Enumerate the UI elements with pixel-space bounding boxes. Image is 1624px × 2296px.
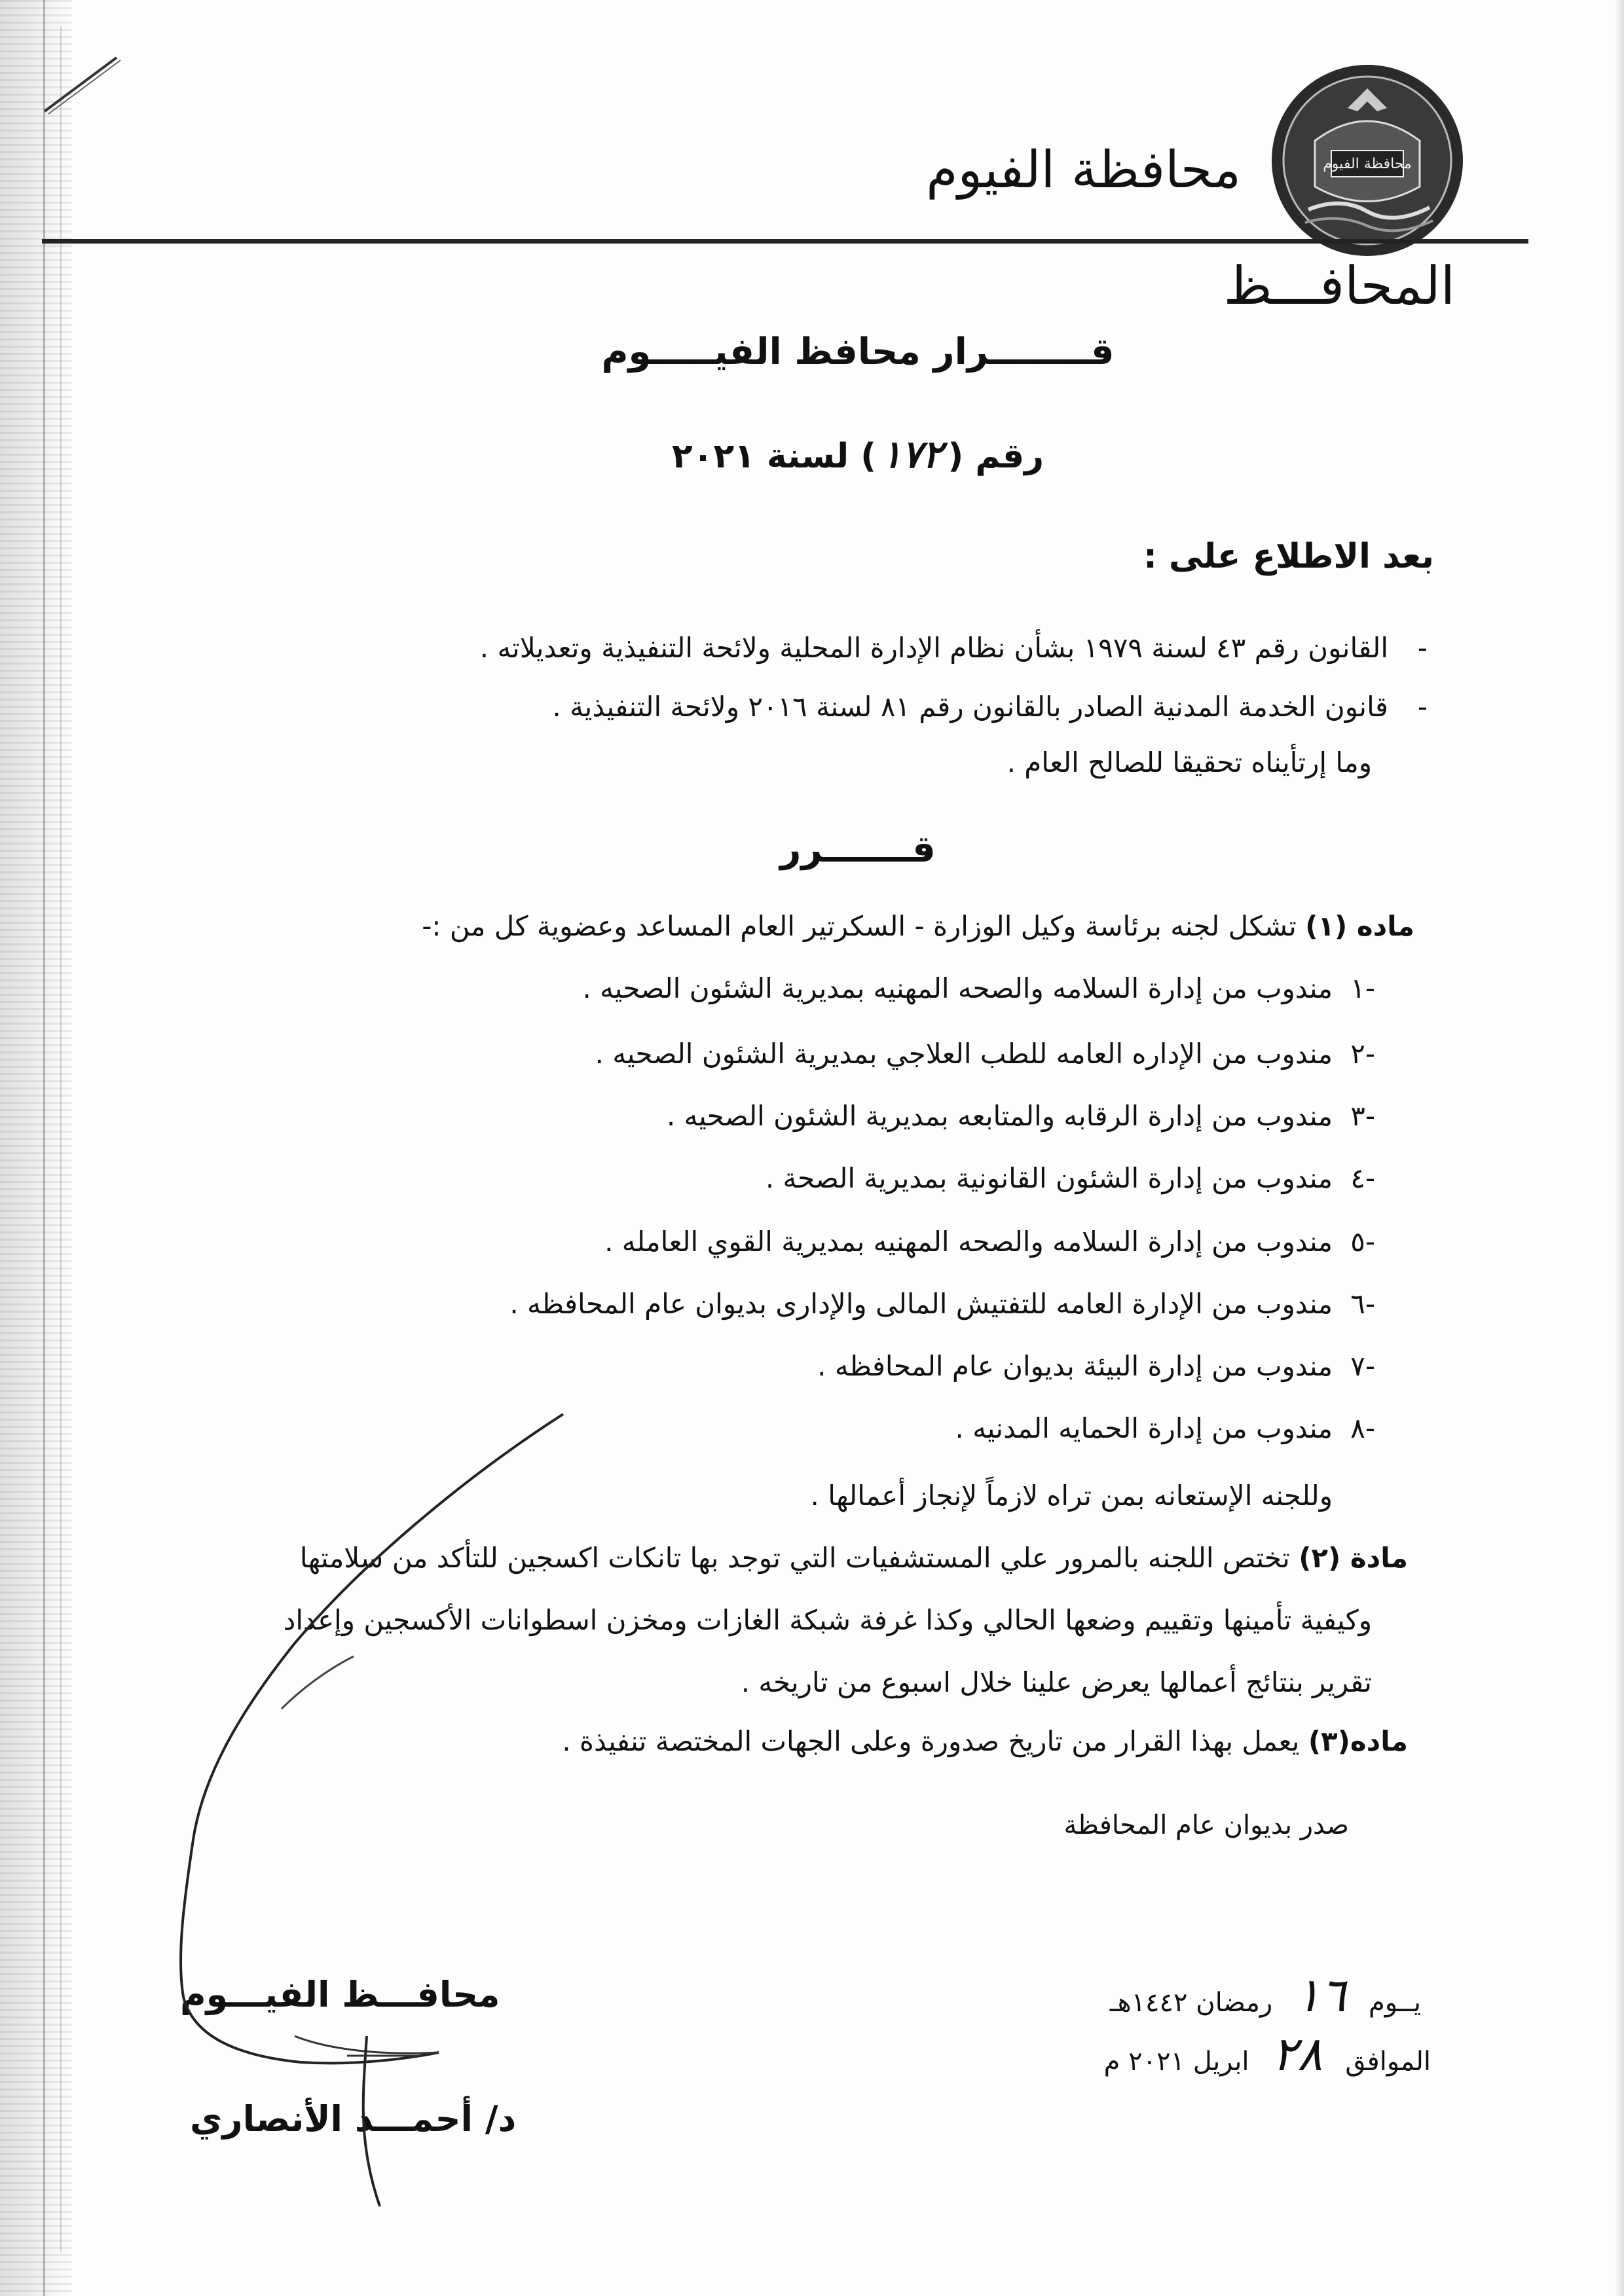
member-text: مندوب من إدارة السلامه والصحه المهنيه بمديرية القوي العامله .: [604, 1226, 1333, 1258]
decrees-heading: قـــــــرر: [780, 828, 936, 871]
member-text: مندوب من إدارة الحمايه المدنيه .: [955, 1412, 1333, 1444]
decision-number-prefix: رقم (: [948, 437, 1044, 476]
member-text: مندوب من إدارة الشئون القانونية بمديرية الصحة .: [765, 1162, 1333, 1194]
issued-at: صدر بديوان عام المحافظة: [1063, 1810, 1349, 1840]
greg-month-year: ابريل ٢٠٢١ م: [1103, 2047, 1249, 2077]
article-3: [562, 1725, 1408, 1757]
signatory-name: د/ أحمـــد الأنصاري: [190, 2098, 517, 2140]
member-text: مندوب من إدارة البيئة بديوان عام المحافظه .: [817, 1350, 1333, 1382]
signatory-title: محافـــظ الفيـــوم: [180, 1974, 500, 2015]
list-dash: -: [1417, 691, 1428, 723]
article-2-line: تقرير بنتائج أعمالها يعرض علينا خلال اسبوع من تاريخه .: [741, 1666, 1372, 1698]
preamble-item: [480, 632, 1428, 664]
committee-member: [595, 1038, 1375, 1070]
date-hijri: [1110, 1967, 1421, 2022]
seal-text: محافظة الفيوم: [1323, 156, 1412, 172]
decision-number-suffix: ) لسنة ٢٠٢١: [671, 437, 877, 476]
public-interest-line: وما إرتأيناه تحقيقا للصالح العام .: [1006, 746, 1372, 778]
article-1-text: تشكل لجنه برئاسة وكيل الوزارة - السكرتير العام المساعد وعضوية كل من :-: [422, 910, 1297, 942]
hijri-month-year: رمضان ١٤٤٢هـ: [1109, 1988, 1273, 2018]
preamble-item-text: القانون رقم ٤٣ لسنة ١٩٧٩ بشأن نظام الإدارة المحلية ولائحة التنفيذية وتعديلاته .: [479, 632, 1388, 664]
member-number: -٦: [1350, 1288, 1375, 1320]
list-dash: -: [1417, 632, 1428, 664]
decision-number: [393, 432, 1323, 477]
member-number: -٧: [1350, 1350, 1375, 1382]
header-rule: [42, 239, 1528, 244]
decision-title: قــــــــرار محافظ الفيـــــوم: [601, 331, 1115, 373]
member-number: -٢: [1350, 1038, 1375, 1070]
pen-mark: [39, 46, 124, 118]
scan-edge-line: [60, 26, 62, 2252]
member-text: مندوب من إدارة السلامه والصحه المهنيه بمديرية الشئون الصحيه .: [582, 972, 1333, 1004]
member-number: -٣: [1350, 1100, 1375, 1132]
preamble-item: [552, 691, 1428, 723]
article-1: [422, 910, 1414, 942]
member-text: مندوب من الإداره العامه للطب العلاجي بمديرية الشئون الصحيه .: [595, 1038, 1333, 1070]
article-2-line: وكيفية تأمينها وتقييم وضعها الحالي وكذا غرفة شبكة الغازات ومخزن اسطوانات الأكسجين وإعداد: [283, 1604, 1372, 1636]
member-number: -١: [1350, 972, 1375, 1004]
article-2-text: تختص اللجنه بالمرور علي المستشفيات التي توجد بها تانكات اكسجين للتأكد من سلامتها: [299, 1542, 1290, 1574]
member-number: -٨: [1350, 1412, 1375, 1444]
article-3-label: ماده(٣): [1308, 1725, 1408, 1757]
greg-label: الموافق: [1345, 2047, 1431, 2077]
committee-member: [817, 1350, 1375, 1382]
committee-member: [766, 1162, 1375, 1194]
date-gregorian: [1104, 2026, 1431, 2081]
day-label: يــوم: [1369, 1988, 1421, 2018]
handwritten-signature: [131, 1408, 589, 2219]
greg-day-handwritten: ٢٨: [1272, 2026, 1323, 2081]
article-3-text: يعمل بهذا القرار من تاريخ صدورة وعلى الجهات المختصة تنفيذة .: [562, 1725, 1300, 1757]
day-handwritten: ١٦: [1295, 1967, 1346, 2022]
committee-member: [509, 1288, 1375, 1320]
member-number: -٤: [1350, 1162, 1375, 1194]
preamble-item-text: قانون الخدمة المدنية الصادر بالقانون رقم ٨١ لسنة ٢٠١٦ ولائحة التنفيذية .: [552, 691, 1388, 723]
committee-member: [955, 1412, 1375, 1444]
scan-right-edge: [1615, 0, 1624, 2296]
preamble-heading: بعد الاطلاع على :: [1143, 537, 1434, 576]
committee-member: [667, 1100, 1375, 1132]
governorate-name: محافظة الفيوم: [926, 141, 1241, 200]
office-title: المحافـــظ: [1223, 255, 1455, 316]
member-text: مندوب من إدارة الرقابه والمتابعه بمديرية الشئون الصحيه .: [666, 1100, 1333, 1132]
article-1-label: ماده (١): [1305, 910, 1414, 942]
governorate-seal: [1269, 62, 1466, 259]
member-number: -٥: [1350, 1226, 1375, 1258]
assistance-note: وللجنه الإستعانه بمن تراه لازماً لإنجاز أعمالها .: [810, 1480, 1333, 1512]
member-text: مندوب من الإدارة العامه للتفتيش المالى والإدارى بديوان عام المحافظه .: [509, 1288, 1333, 1320]
scan-edge-line: [43, 0, 45, 2296]
decision-number-value: ١٧٢: [881, 432, 943, 477]
committee-member: [582, 972, 1375, 1004]
committee-member: [604, 1226, 1375, 1258]
article-2-label: مادة (٢): [1299, 1542, 1408, 1574]
